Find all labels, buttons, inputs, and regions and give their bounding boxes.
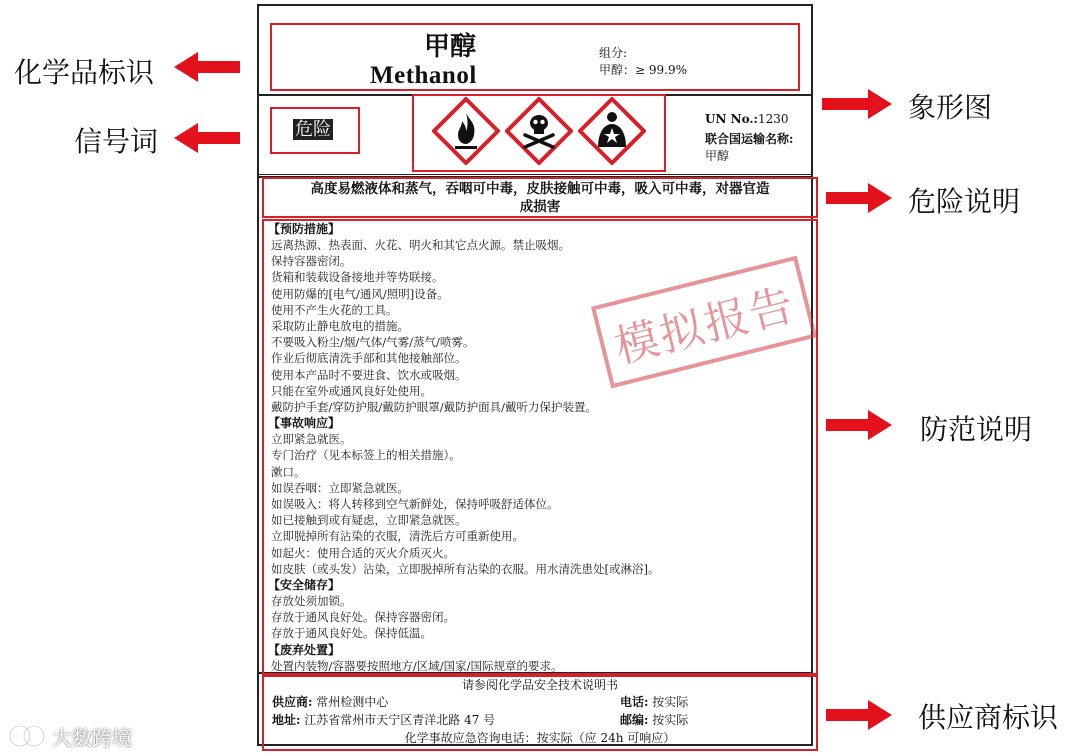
callout-pictogram: 象形图: [908, 91, 993, 124]
precaution-line: 立即脱掉所有沾染的衣服，清洗后方可重新使用。: [271, 529, 524, 544]
precaution-line: 存放于通风良好处。保持容器密闭。: [271, 610, 455, 625]
precaution-line: 存放处须加锁。: [271, 594, 352, 609]
supplier-phone: 电话: 按实际: [620, 695, 689, 709]
supplier-name: 供应商: 常州检测中心: [272, 695, 389, 709]
emergency-phone: 化学事故应急咨询电话：按实际（应 24h 可响应）: [404, 731, 676, 745]
response-title: 【事故响应】: [268, 416, 341, 431]
callout-precaution: 防范说明: [920, 413, 1033, 446]
chemical-cn-name: 甲醇: [423, 32, 476, 62]
precaution-line: 如已接触到或有疑虑，立即紧急就医。: [271, 513, 467, 528]
prevention-title: 【预防措施】: [268, 222, 341, 236]
precaution-line: 如起火：使用合适的灭火介质灭火。: [271, 545, 455, 560]
flame-icon: [432, 97, 500, 165]
arrow-right-icon: [826, 183, 892, 213]
transport-name-label: 联合国运输名称:: [705, 132, 794, 146]
precaution-line: 只能在室外或通风良好处使用。: [271, 383, 432, 398]
precaution-line: 使用本产品时不要进食、饮水或吸烟。: [271, 367, 467, 382]
transport-name-value: 甲醇: [705, 149, 730, 163]
precaution-line: 处置内装物/容器要按照地方/区域/国家/国际规章的要求。: [271, 658, 563, 673]
un-number: UN No.:1230: [705, 112, 789, 126]
disposal-title: 【废弃处置】: [268, 642, 341, 657]
precaution-line: 立即紧急就医。: [271, 432, 352, 447]
hazard-statement-line: 成损害: [519, 199, 561, 215]
supplier-address: 地址: 江苏省常州市天宁区青洋北路 47 号: [272, 713, 496, 727]
watermark-text: 大数跨境: [52, 726, 132, 750]
precaution-line: 货箱和装载设备接地并等势联接。: [271, 270, 444, 285]
composition-label: 组分:: [599, 46, 628, 60]
precaution-line: 保持容器密闭。: [271, 254, 352, 269]
arrow-right-icon: [826, 410, 892, 440]
precaution-line: 使用防爆的[电气/通风/照明]设备。: [271, 286, 449, 301]
divider: [257, 174, 813, 175]
callout-chemical-id: 化学品标识: [14, 56, 155, 89]
precaution-line: 存放于通风良好处。保持低温。: [271, 626, 432, 641]
supplier-postcode: 邮编: 按实际: [620, 713, 689, 727]
signal-word: 危险: [295, 119, 331, 140]
simulated-report-stamp: 模拟报告: [591, 256, 817, 389]
watermark-logo-icon: [6, 720, 50, 750]
precaution-line: 不要吸入粉尘/烟/气体/气雾/蒸气/喷雾。: [271, 335, 475, 350]
precaution-line: 如误吞咽：立即紧急就医。: [271, 480, 409, 495]
precaution-line: 使用不产生火花的工具。: [271, 302, 398, 317]
precaution-line: 如误吸入：将人转移到空气新鲜处，保持呼吸舒适体位。: [271, 497, 559, 512]
precaution-line: 远离热源、热表面、火花、明火和其它点火源。禁止吸烟。: [271, 238, 570, 252]
chemical-id-box: [270, 23, 800, 91]
arrow-right-icon: [826, 700, 892, 730]
skull-crossbones-icon: [505, 97, 573, 165]
chemical-en-name: Methanol: [370, 62, 477, 89]
precaution-list: [268, 221, 659, 674]
hazard-statement-line: 高度易燃液体和蒸气，吞咽可中毒，皮肤接触可中毒，吸入可中毒，对器官造: [310, 181, 770, 197]
storage-title: 【安全储存】: [268, 578, 341, 593]
composition-value: 甲醇：≥ 99.9%: [599, 63, 687, 77]
callout-supplier-id: 供应商标识: [918, 701, 1059, 734]
precaution-line: 如皮肤（或头发）沾染，立即脱掉所有沾染的衣服。用水清洗患处[或淋浴]。: [271, 561, 660, 576]
precaution-line: 漱口。: [271, 464, 306, 479]
arrow-left-icon: [174, 123, 240, 153]
health-hazard-icon: [578, 97, 646, 165]
arrow-right-icon: [822, 89, 892, 119]
sds-reference-note: 请参阅化学品安全技术说明书: [461, 678, 618, 692]
callout-hazard-statement: 危险说明: [908, 185, 1021, 218]
hazard-statement: [266, 180, 814, 216]
arrow-left-icon: [174, 52, 240, 82]
callout-signal-word: 信号词: [74, 125, 159, 158]
precaution-line: 作业后彻底清洗手部和其他接触部位。: [271, 351, 467, 366]
precaution-line: 专门治疗（见本标签上的相关措施）。: [271, 448, 461, 463]
precaution-line: 采取防止静电放电的措施。: [271, 319, 409, 334]
precaution-line: 戴防护手套/穿防护服/戴防护眼罩/戴防护面具/戴听力保护装置。: [271, 400, 597, 415]
